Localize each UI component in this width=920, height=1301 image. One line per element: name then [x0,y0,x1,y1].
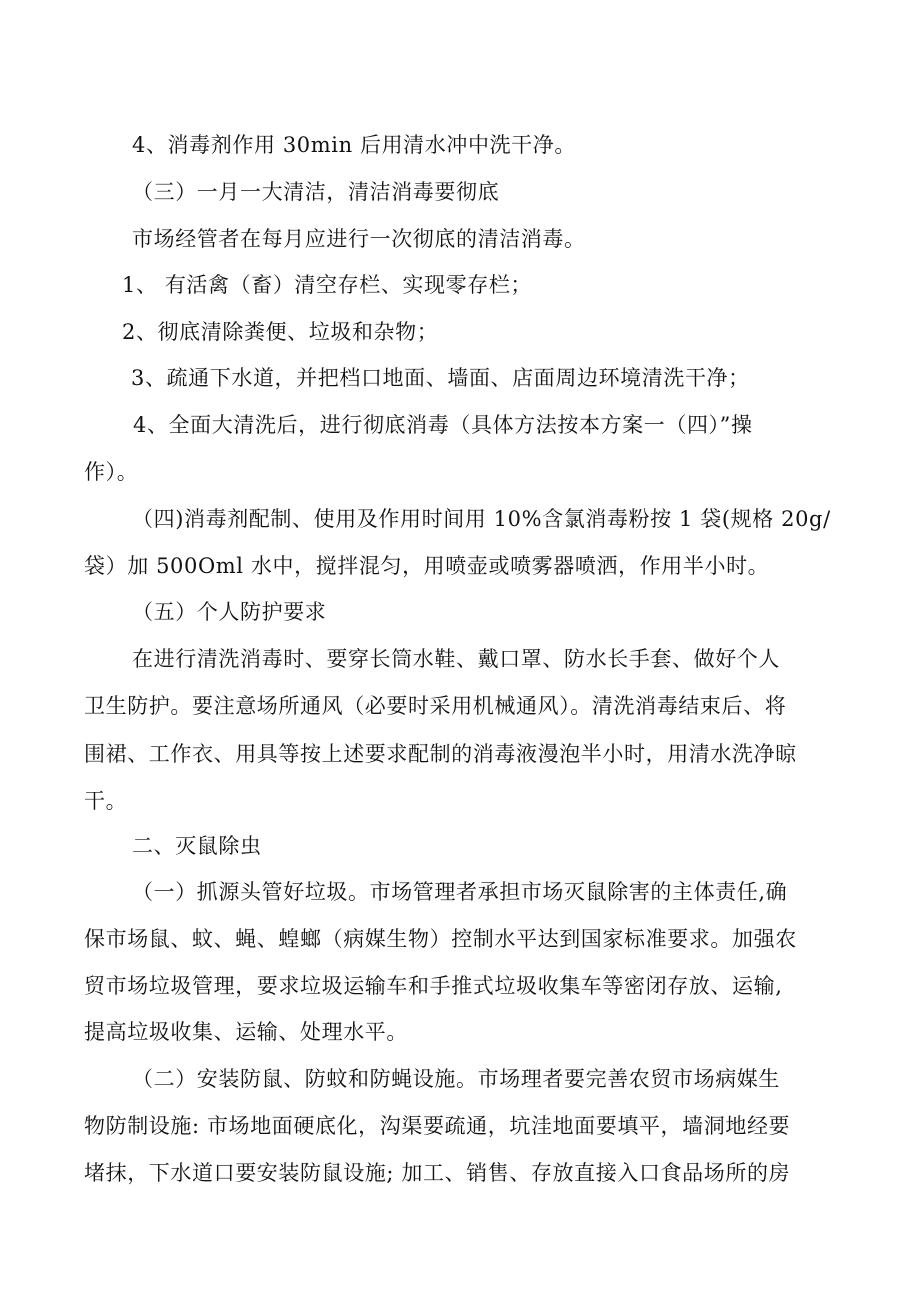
text-line: 干。 [84,789,128,813]
section-heading: （三）一月一大清洁，清洁消毒要彻底 [132,180,500,204]
text-line: 保市场鼠、蚊、蝇、蝗螂（病媒生物）控制水平达到国家标准要求。加强农 [84,927,797,951]
list-item: 4、全面大清洗后，进行彻底消毒（具体方法按本方案一（四）”操 [133,413,753,437]
section-heading: 二、灭鼠除虫 [132,834,262,858]
text-line: 在进行清洗消毒时、要穿长筒水鞋、戴口罩、防水长手套、做好个人 [132,647,780,671]
section-heading: （四)消毒剂配制、使用及作用时间用 10%含氯消毒粉按 1 袋(规格 20g/ [132,507,831,531]
text-line: 卫生防护。要注意场所通风（必要时采用机械通风）。清洗消毒结束后、将 [84,694,787,718]
text-line: 市场经管者在每月应进行一次彻底的清洁消毒。 [132,227,586,251]
section-heading: （二）安装防鼠、防蚊和防蝇设施。市场理者要完善农贸市场病媒生 [132,1067,780,1091]
list-item: 2、彻底清除粪便、垃圾和杂物； [122,320,439,344]
list-item: 1、 有活禽（畜）清空存栏、实现零存栏； [122,273,533,297]
text-line: 袋）加 500Oml 水中，搅拌混匀，用喷壶或喷雾器喷洒，作用半小时。 [84,554,770,578]
text-line: 物防制设施: 市场地面硬底化，沟渠要疏通，坑洼地面要填平，墙洞地经要 [84,1114,791,1138]
section-heading: （五）个人防护要求 [132,600,327,624]
text-line: 贸市场垃圾管理，要求垃圾运输车和手推式垃圾收集车等密闭存放、运输, [84,974,783,998]
text-line: 围裙、工作衣、用具等按上述要求配制的消毒液漫泡半小时，用清水洗净晾 [84,742,797,766]
text-line: 堵抹，下水道口要安装防鼠设施; 加工、销售、存放直接入口食品场所的房 [84,1161,791,1185]
list-item: 3、疏通下水道，并把档口地面、墙面、店面周边环境清洗干净； [131,366,750,390]
section-heading: （一）抓源头管好垃圾。市场管理者承担市场灭鼠除害的主体责任,确 [132,880,788,904]
text-line: 4、消毒剂作用 30min 后用清水冲中洗干净。 [132,133,576,157]
text-line: 提高垃圾收集、运输、处理水平。 [84,1020,408,1044]
text-line: 作）。 [84,460,139,484]
